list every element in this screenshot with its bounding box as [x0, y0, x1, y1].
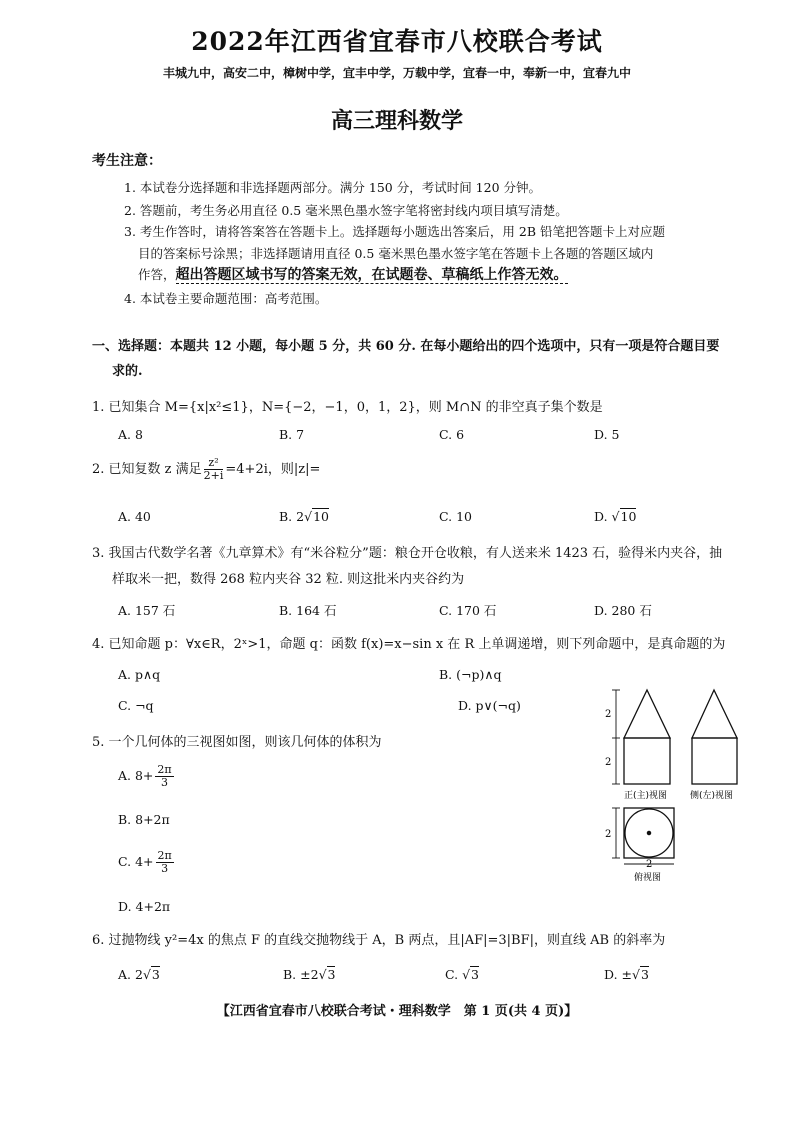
q5-option-c [118, 850, 176, 875]
q6-option-c: C. √3 [445, 967, 479, 982]
q5-option-a [118, 764, 176, 789]
q1-stem: 1. 已知集合 M={x|x²≤1}，N={−2，−1，0，1，2}，则 M∩N 的非空真子集个数是 [92, 400, 603, 415]
side-square [692, 738, 737, 784]
dim-label-2: 2 [605, 757, 612, 768]
q2-num: z² [204, 457, 224, 470]
q4-option-c: C. ¬q [118, 698, 154, 713]
q5-option-b: B. 8+2π [118, 812, 170, 827]
q2-option-b: B. 2√10 [279, 509, 329, 524]
notice-item-1: 1. 本试卷分选择题和非选择题两部分。满分 150 分，考试时间 120 分钟。 [124, 180, 542, 195]
q6-a-pre: A. 2 [118, 967, 143, 982]
q2-option-a: A. 40 [118, 509, 151, 524]
q2-b-pre: B. 2 [279, 509, 305, 524]
three-view-figure [600, 682, 760, 882]
q2-fraction [204, 457, 224, 482]
q2-d-rad: 10 [620, 509, 637, 524]
q6-stem: 6. 过抛物线 y²=4x 的焦点 F 的直线交抛物线于 A，B 两点，且|AF|=3|BF|，则直线 AB 的斜率为 [92, 933, 666, 948]
notice-item-3c [138, 264, 568, 284]
side-triangle [692, 690, 737, 738]
notice-heading: 考生注意： [92, 153, 162, 169]
q4-option-d: D. p∨(¬q) [458, 698, 521, 713]
notice-emphasis: 超出答题区域书写的答案无效，在试题卷、草稿纸上作答无效。 [175, 267, 568, 283]
q6-option-d: D. ±√3 [604, 967, 649, 982]
notice-item-3a: 3. 考生作答时，请将答案答在答题卡上。选择题每小题选出答案后，用 2B 铅笔把答题卡上对应题 [124, 224, 665, 239]
exam-title: 2022年江西省宜春市八校联合考试 [191, 27, 603, 56]
notice-item-3c-pre: 作答， [138, 267, 176, 282]
q2-stem-post: =4+2i，则|z|= [225, 462, 321, 477]
q5-a-pre: A. 8+ [118, 768, 154, 783]
section-heading-cont: 求的. [112, 364, 143, 379]
section-heading: 一、选择题：本题共 12 小题，每小题 5 分，共 60 分. 在每小题给出的四个选项中，只有一项是符合题目要 [92, 339, 720, 354]
q1-option-c: C. 6 [439, 427, 465, 442]
top-center-dot [647, 831, 650, 834]
q2-option-d: D. √10 [594, 509, 637, 524]
q5-a-num: 2π [157, 763, 172, 776]
page-footer: 【江西省宜春市八校联合考试・理科数学 第 1 页(共 4 页)】 [216, 1004, 578, 1019]
q5-c-frac [156, 850, 174, 875]
top-view-label: 俯视图 [634, 873, 662, 882]
q5-a-frac [155, 764, 173, 789]
front-view [624, 690, 670, 784]
side-view [692, 690, 737, 784]
q2-stem-pre: 2. 已知复数 z 满足 [92, 462, 202, 477]
q3-option-b: B. 164 石 [279, 603, 337, 618]
q3-stem-1: 3. 我国古代数学名著《九章算术》有“米谷粒分”题：粮仓开仓收粮，有人送来米 1423 石，验得米内夹谷，抽 [92, 546, 723, 561]
notice-item-2: 2. 答题前，考生务必用直径 0.5 毫米黑色墨水签字笔将密封线内项目填写清楚。 [124, 203, 568, 218]
q5-c-num: 2π [157, 849, 172, 862]
top-view [624, 808, 674, 858]
dim-label-1: 2 [605, 709, 612, 720]
q6-a-rad: 3 [151, 967, 160, 982]
q2-d-pre: D. [594, 509, 612, 524]
q4-option-b: B. (¬p)∧q [439, 667, 502, 682]
dim-label-4: 2 [646, 859, 653, 870]
q4-option-a: A. p∧q [118, 667, 161, 682]
notice-item-3b: 目的答案标号涂黑；非选择题请用直径 0.5 毫米黑色墨水签字笔在答题卡上各题的答题区域内 [138, 246, 654, 261]
q6-c-rad: 3 [471, 967, 479, 982]
q5-c-den: 3 [161, 862, 169, 875]
subject-title: 高三理科数学 [330, 108, 463, 134]
q6-d-rad: 3 [640, 967, 649, 982]
q4-stem: 4. 已知命题 p：∀x∈R，2ˣ>1，命题 q：函数 f(x)=x−sin x 在 R 上单调递增，则下列命题中，是真命题的为 [92, 637, 726, 652]
front-view-label: 正(主)视图 [624, 791, 668, 801]
q5-c-pre: C. 4+ [118, 854, 154, 869]
q6-option-b: B. ±2√3 [283, 967, 336, 982]
front-triangle [624, 690, 670, 738]
q1-option-a: A. 8 [118, 427, 143, 442]
q2-den: 2+i [203, 469, 224, 482]
school-list: 丰城九中，高安二中，樟树中学，宜丰中学，万载中学，宜春一中，奉新一中，宜春九中 [162, 66, 631, 80]
q3-stem-2: 样取米一把，数得 268 粒内夹谷 32 粒. 则这批米内夹谷约为 [112, 572, 465, 587]
q2-option-c: C. 10 [439, 509, 472, 524]
notice-item-4: 4. 本试卷主要命题范围：高考范围。 [124, 291, 328, 306]
q5-a-den: 3 [161, 776, 169, 789]
dim-label-3: 2 [605, 829, 612, 840]
side-view-label: 侧(左)视图 [690, 791, 734, 801]
q2-stem [92, 457, 320, 482]
front-square [624, 738, 670, 784]
q6-option-a: A. 2√3 [118, 967, 160, 982]
q3-option-a: A. 157 石 [118, 603, 176, 618]
dimension-lines [612, 690, 674, 864]
q5-option-d: D. 4+2π [118, 899, 171, 914]
q3-option-c: C. 170 石 [439, 603, 497, 618]
q1-option-b: B. 7 [279, 427, 305, 442]
q6-c-pre: C. [445, 967, 463, 982]
q6-d-pre: D. ± [604, 967, 632, 982]
q1-option-d: D. 5 [594, 427, 620, 442]
q6-b-pre: B. ±2 [283, 967, 319, 982]
q6-b-rad: 3 [327, 967, 336, 982]
q2-b-rad: 10 [313, 509, 329, 524]
q3-option-d: D. 280 石 [594, 603, 652, 618]
q5-stem: 5. 一个几何体的三视图如图，则该几何体的体积为 [92, 735, 382, 750]
